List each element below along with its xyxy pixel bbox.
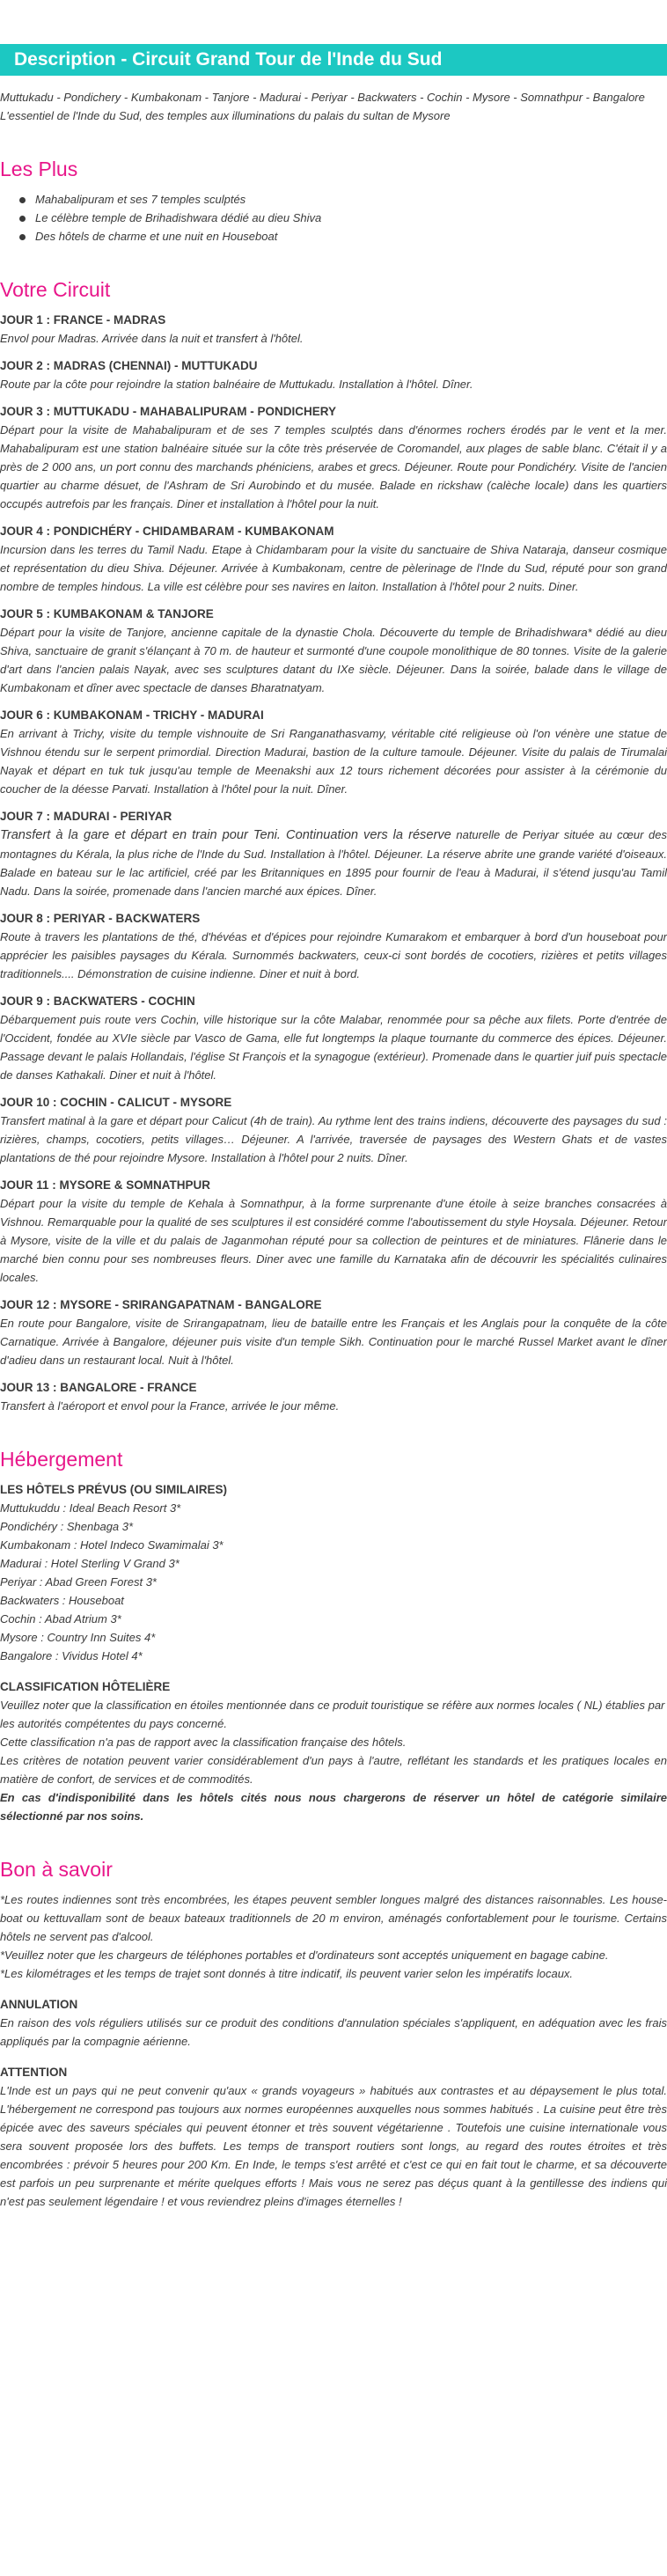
day-text-wrapper [0,826,667,900]
hotel-line: Bangalore : Vividus Hotel 4* [0,1649,143,1662]
day-4 [0,522,667,596]
note-line: *Veuillez noter que les chargeurs de téléphones portables et d'ordinateurs sont acceptés uniquement en bagage cabine. [0,1949,609,1962]
hotels-heading: LES HÔTELS PRÉVUS (OU SIMILAIRES) [0,1483,228,1496]
hebergement-section [0,1480,667,1825]
day-text: Envol pour Madras. Arrivée dans la nuit et transfert à l'hôtel. [0,332,304,345]
hotel-line: Pondichéry : Shenbaga 3* [0,1520,134,1533]
day-12 [0,1295,667,1369]
hotel-line: Mysore : Country Inn Suites 4* [0,1631,156,1644]
day-title: JOUR 4 : PONDICHÉRY - CHIDAMBARAM - KUMBAKONAM [0,525,334,538]
day-text: Incursion dans les terres du Tamil Nadu. Etape à Chidambaram pour la visite du sanctuaire de Shiva Nataraja, danseur cosmique et représentation du dieu Shiva. Déjeuner. Arrivée à Kumbakonam, centre de pèlerinage de l'Inde du Sud, réputé pour son grand nombre de temples hindous. La ville est célèbre pour ses navires en laiton. Installation à l'hôtel pour 2 nuits. Diner. [0,543,667,593]
attention-text: L'Inde est un pays qui ne peut convenir qu'aux « grands voyageurs » habitués aux contrastes et au dépaysement le plus total. L'hébergement ne correspond pas toujours aux normes européennes auxquelles nous sommes habitués . La cuisine peut être très épicée avec des saveurs spéciales qui peuvent étonner et très souvent végétarienne . Toutefois une cuisine internationale vous sera souvent proposée lors des buffets. Les temps de transport routiers sont longs, au regard des routes étroites et très encombrées : prévoir 5 heures pour 200 Km. En Inde, le temps s'est arrêté et c'est ce qui en fait tout le charme, et sa découverte est parfois un peu surprenante et mérite quelques efforts ! Mais vous ne serez pas déçus quant à la gentillesse des indiens qui n'est pas seulement légendaire ! et vous reviendrez pleins d'images éternelles ! [0,2084,667,2208]
day-text: Route à travers les plantations de thé, d'hévéas et d'épices pour rejoindre Kumarakom et embarquer à bord d'un houseboat pour apprécier les paisibles paysages du Kérala. Surnommés backwaters, ceux-ci sont bordés de cocotiers, rizières et petits villages traditionnels.... Démonstration de cuisine indienne. Diner et nuit à bord. [0,930,667,980]
day-text: Départ pour la visite du temple de Kehala à Somnathpur, à la forme surprenante d'une étoile à seize branches consacrées à Vishnou. Remarquable pour la qualité de ses sculptures il est considéré comme l'aboutissement du style Hoysala. Déjeuner. Retour à Mysore, visite de la ville et du palais de Jaganmohan réputé pour sa collection de peintures et de miniatures. Flânerie dans le marché bien connu pour ses nombreuses fleurs. Diner avec une famille du Karnataka afin de découvrir les spécialités culinaires locales. [0,1197,667,1284]
les-plus-heading: Les Plus [0,158,78,180]
day-11 [0,1176,667,1287]
intro-tagline: L'essentiel de l'Inde du Sud, des temples aux illuminations du palais du sultan de Mysore [0,109,451,122]
list-item: Le célèbre temple de Brihadishwara dédié au dieu Shiva [19,209,667,227]
classification-line: Veuillez noter que la classification en étoiles mentionnée dans ce produit touristique se réfère aux normes locales ( NL) établies par les autorités compétentes du pays concerné. [0,1699,665,1730]
circuit-heading: Votre Circuit [0,278,111,301]
bon-a-savoir-heading: Bon à savoir [0,1858,113,1881]
day-title: JOUR 10 : COCHIN - CALICUT - MYSORE [0,1096,232,1109]
day-title: JOUR 11 : MYSORE & SOMNATHPUR [0,1178,211,1192]
day-6 [0,706,667,798]
main-content [0,88,667,2211]
day-text: Transfert matinal à la gare et départ pour Calicut (4h de train). Au rythme lent des trains indiens, découverte des paysages du sud : rizières, champs, cocotiers, petits villages… Déjeuner. A l'arrivée, traversée de paysages des Western Ghats et de vastes plantations de thé pour rejoindre Mysore. Installation à l'hôtel pour 2 nuits. Dîner. [0,1114,667,1164]
day-title: JOUR 9 : BACKWATERS - COCHIN [0,994,195,1008]
bon-a-savoir-section [0,1890,667,2211]
hotel-line: Backwaters : Houseboat [0,1594,124,1607]
day-title: JOUR 2 : MADRAS (CHENNAI) - MUTTUKADU [0,359,258,372]
day-text: Départ pour la visite de Tanjore, ancienne capitale de la dynastie Chola. Découverte du temple de Brihadishwara* dédié au dieu Shiva, sanctuaire de granit s'élançant à 70 m. de hauteur et surmonté d'une coupole monolithique de 80 tonnes. Visite de la galerie d'art dans l'ancien palais Nayak, avec ses sculptures datant du IXe siècle. Déjeuner. Dans la soirée, balade dans le village de Kumbakonam et dîner avec spectacle de danses Bharatnatyam. [0,626,667,694]
day-text: Transfert à l'aéroport et envol pour la France, arrivée le jour même. [0,1399,340,1413]
day-13 [0,1378,667,1415]
page [0,44,667,2211]
day-title: JOUR 8 : PERIYAR - BACKWATERS [0,912,201,925]
day-text-lead: Transfert à la gare et départ en train pour Teni. Continuation vers la réserve [0,828,451,842]
day-title: JOUR 6 : KUMBAKONAM - TRICHY - MADURAI [0,708,264,722]
day-title: JOUR 5 : KUMBAKONAM & TANJORE [0,607,214,620]
day-text: En arrivant à Trichy, visite du temple vishnouite de Sri Ranganathasvamy, véritable cité religieuse où l'on vénère une statue de Vishnou étendu sur le serpent primordial. Direction Madurai, bastion de la culture tamoule. Déjeuner. Visite du palais de Tirumalai Nayak et départ en tuk tuk jusqu'au temple de Meenakshi aux 12 tours richement décorées pour assister à la cérémonie du coucher de la déesse Parvati. Installation à l'hôtel pour la nuit. Dîner. [0,727,667,796]
day-5 [0,605,667,697]
hotel-line: Madurai : Hotel Sterling V Grand 3* [0,1557,180,1570]
list-item: Mahabalipuram et ses 7 temples sculptés [19,190,667,209]
day-title: JOUR 13 : BANGALORE - FRANCE [0,1381,197,1394]
intro-route: Muttukadu - Pondichery - Kumbakonam - Tanjore - Madurai - Periyar - Backwaters - Cochin - Mysore - Somnathpur - Bangalore [0,91,645,104]
list-item: Des hôtels de charme et une nuit en Houseboat [19,227,667,246]
day-title: JOUR 12 : MYSORE - SRIRANGAPATNAM - BANGALORE [0,1298,322,1311]
intro [0,88,667,125]
classification-notice: En cas d'indisponibilité dans les hôtels cités nous nous chargerons de réserver un hôtel de catégorie similaire sélectionné par nos soins. [0,1791,667,1823]
hotel-line: Cochin : Abad Atrium 3* [0,1612,121,1626]
day-7 [0,807,667,900]
classification-line: Les critères de notation peuvent varier considérablement d'un pays à l'autre, reflétant les standards et les pratiques locales en matière de confort, de services et de commodités. [0,1754,667,1786]
attention-heading: ATTENTION [0,2066,68,2079]
day-text: En route pour Bangalore, visite de Srirangapatnam, lieu de bataille entre les Français et les Anglais pour la conquête de la côte Carnatique. Arrivée à Bangalore, déjeuner puis visite d'un temple Sikh. Continuation pour le marché Russel Market avant le dîner d'adieu dans un restaurant local. Nuit à l'hôtel. [0,1317,667,1367]
hotel-line: Muttukuddu : Ideal Beach Resort 3* [0,1501,181,1515]
hebergement-heading: Hébergement [0,1448,123,1471]
day-2 [0,356,667,393]
classification-line: Cette classification n'a pas de rapport avec la classification française des hôtels. [0,1736,407,1749]
note-line: *Les kilométrages et les temps de trajet sont donnés à titre indicatif, ils peuvent varier selon les impératifs locaux. [0,1967,574,1980]
day-title: JOUR 1 : FRANCE - MADRAS [0,313,166,327]
day-text: Débarquement puis route vers Cochin, ville historique sur la côte Malabar, renommée pour sa pêche aux filets. Porte d'entrée de l'Occident, fondée au XVIe siècle par Vasco de Gama, elle fut longtemps la plaque tournante du commerce des épices. Déjeuner. Passage devant le palais Hollandais, l'église St François et la synagogue (extérieur). Promenade dans le quartier juif puis spectacle de danses Kathakali. Diner et nuit à l'hôtel. [0,1013,667,1082]
day-title: JOUR 3 : MUTTUKADU - MAHABALIPURAM - PONDICHERY [0,405,336,418]
day-1 [0,311,667,348]
hotel-line: Periyar : Abad Green Forest 3* [0,1575,157,1589]
hotel-line: Kumbakonam : Hotel Indeco Swamimalai 3* [0,1538,224,1552]
les-plus-list [0,190,667,246]
annulation-text: En raison des vols réguliers utilisés sur ce produit des conditions d'annulation spéciales s'appliquent, en adéquation avec les frais appliqués par la compagnie aérienne. [0,2016,667,2048]
day-8 [0,909,667,983]
circuit-days [0,311,667,1415]
page-title-banner: Description - Circuit Grand Tour de l'Inde du Sud [0,44,667,76]
day-9 [0,992,667,1084]
day-3 [0,402,667,513]
day-text: Départ pour la visite de Mahabalipuram et de ses 7 temples sculptés dans d'énormes rochers érodés par le vent et la mer. Mahabalipuram est une station balnéaire située sur la côte très préservée de Coromandel, aux plages de sable blanc. C'était il y a près de 2 000 ans, un port connu des marchands phéniciens, arabes et grecs. Déjeuner. Route pour Pondichéry. Visite de l'ancien quartier au charme désuet, de l'Ashram de Sri Aurobindo et du musée. Balade en rickshaw (calèche locale) dans les quartiers occupés autrefois par les français. Diner et installation à l'hôtel pour la nuit. [0,423,667,510]
day-10 [0,1093,667,1167]
day-title: JOUR 7 : MADURAI - PERIYAR [0,810,172,823]
day-text: naturelle de Periyar située au cœur des montagnes du Kérala, la plus riche de l'Inde du Sud. Installation à l'hôtel. Déjeuner. La réserve abrite une grande variété d'oiseaux. Balade en bateau sur le lac artificiel, créé par les Britanniques en 1895 pour fournir de l'eau à Madurai, il s'étend jusqu'au Tamil Nadu. Dans la soirée, promenade dans l'ancien marché aux épices. Dîner. [0,828,667,898]
classification-heading: CLASSIFICATION HÔTELIÈRE [0,1680,171,1693]
annulation-heading: ANNULATION [0,1998,78,2011]
note-line: *Les routes indiennes sont très encombrées, les étapes peuvent sembler longues malgré des distances raisonnables. Les house-boat ou kettuvallam sont de beaux bateaux traditionnels de 20 m environ, aménagés confortablement pour le tourisme. Certains hôtels ne servent pas d'alcool. [0,1893,667,1943]
day-text: Route par la côte pour rejoindre la station balnéaire de Muttukadu. Installation à l'hôtel. Dîner. [0,378,473,391]
